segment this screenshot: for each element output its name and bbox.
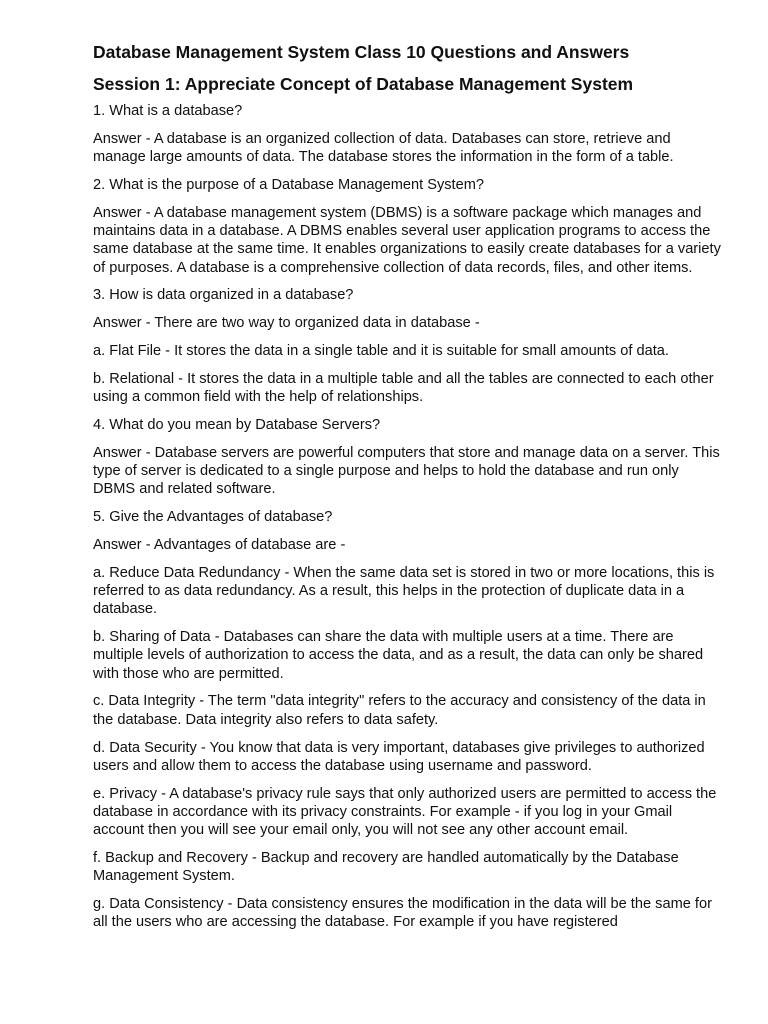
question-2: 2. What is the purpose of a Database Management System? bbox=[93, 176, 485, 193]
answer-1: Answer - A database is an organized collection of data. Databases can store, retrieve and manage large amounts of data. The database stores the information in the form of a table. bbox=[93, 130, 674, 166]
question-1: 1. What is a database? bbox=[93, 103, 243, 119]
answer-5-item-c: c. Data Integrity - The term "data integrity" refers to the accuracy and consistency of the data in the database. Data integrity also refers to data safety. bbox=[93, 693, 706, 728]
answer-5-item-g: g. Data Consistency - Data consistency ensures the modification in the data will be the same for all the users who are accessing the database. For example if you have registered bbox=[93, 896, 712, 931]
answer-5-item-a: a. Reduce Data Redundancy - When the same data set is stored in two or more locations, this is referred to as data redundancy. As a result, this helps in the protection of duplicate data in a database. bbox=[93, 564, 715, 618]
answer-3-item-a: a. Flat File - It stores the data in a single table and it is suitable for small amounts of data. bbox=[93, 342, 669, 359]
question-3: 3. How is data organized in a database? bbox=[93, 287, 354, 304]
question-5: 5. Give the Advantages of database? bbox=[93, 509, 333, 526]
session-heading: Session 1: Appreciate Concept of Database Management System bbox=[93, 74, 634, 94]
answer-2: Answer - A database management system (DBMS) is a software package which manages and maintains data in a database. A DBMS enables several user application programs to access the same database at the same time. It enables organizations to easily create databases for a variety of purposes. A database is a comprehensive collection of data records, files, and other items. bbox=[93, 204, 721, 276]
answer-5-item-f: f. Backup and Recovery - Backup and recovery are handled automatically by the Database Management System. bbox=[93, 850, 679, 885]
answer-5: Answer - Advantages of database are - bbox=[93, 536, 346, 553]
document-page bbox=[93, 40, 723, 941]
answer-5-item-d: d. Data Security - You know that data is very important, databases give privileges to authorized users and allow them to access the database using username and password. bbox=[93, 739, 705, 774]
answer-3-item-b: b. Relational - It stores the data in a multiple table and all the tables are connected to each other using a common field with the help of relationships. bbox=[93, 370, 714, 406]
question-4: 4. What do you mean by Database Servers? bbox=[93, 416, 381, 433]
answer-5-item-e: e. Privacy - A database's privacy rule says that only authorized users are permitted to access the database in accordance with its privacy constraints. For example - if you log in your Gmail account then you will see your email only, you will not see any other account email. bbox=[93, 785, 717, 839]
answer-4: Answer - Database servers are powerful computers that store and manage data on a server. This type of server is dedicated to a single purpose and helps to hold the database and run only DBMS and related software. bbox=[93, 444, 720, 498]
document-title: Database Management System Class 10 Questions and Answers bbox=[93, 42, 630, 62]
answer-5-item-b: b. Sharing of Data - Databases can share the data with multiple users at a time. There are multiple levels of authorization to access the data, and as a result, the data can only be shared with those who are permitted. bbox=[93, 629, 704, 682]
answer-3: Answer - There are two way to organized data in database - bbox=[93, 315, 480, 332]
